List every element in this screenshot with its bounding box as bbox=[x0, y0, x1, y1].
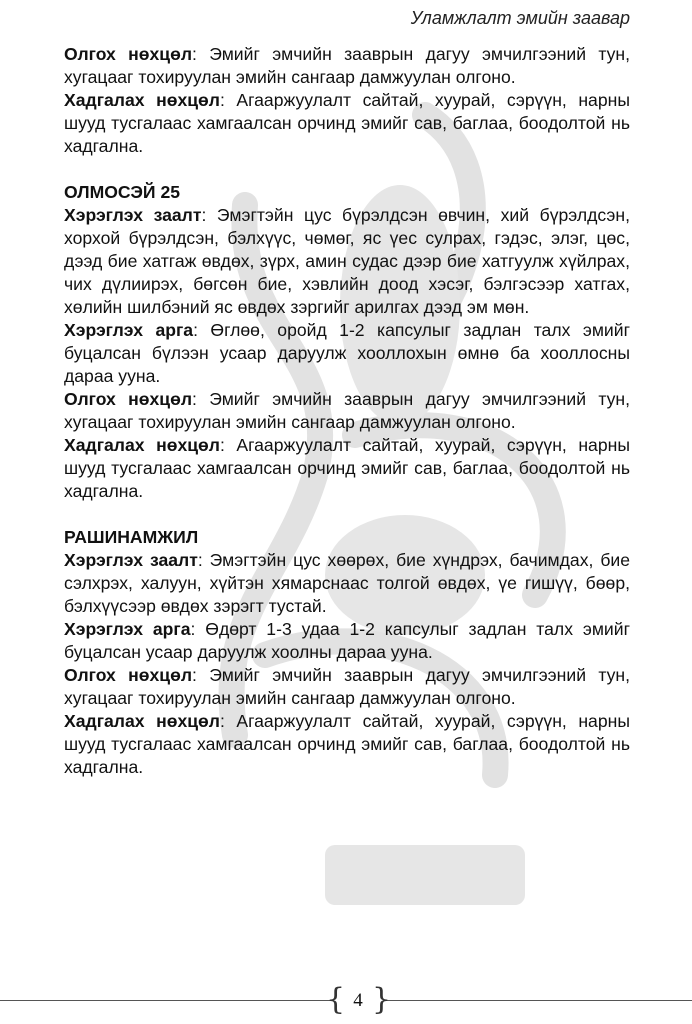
paragraph-label: Хэрэглэх арга bbox=[64, 320, 194, 340]
paragraph-text: : Эмийг эмчийн зааврын дагуу эмчилгээний тун, хугацааг тохируулан эмийн сангаар дамжуулан олгоно. bbox=[64, 665, 630, 708]
paragraph bbox=[64, 89, 630, 158]
paragraph bbox=[64, 388, 630, 434]
paragraph bbox=[64, 434, 630, 503]
paragraph-label: Хадгалах нөхцөл bbox=[64, 435, 220, 455]
right-brace-icon: } bbox=[372, 982, 392, 1017]
footer-rule-left bbox=[0, 1000, 330, 1001]
paragraph-label: Олгох нөхцөл bbox=[64, 665, 193, 685]
paragraph bbox=[64, 204, 630, 319]
paragraph-text: : Өдөрт 1-3 удаа 1-2 капсулыг задлан талх эмийг буцалсан усаар даруулж хоолны дараа ууна. bbox=[64, 619, 630, 662]
left-brace-icon: { bbox=[326, 982, 346, 1017]
paragraph-label: Хадгалах нөхцөл bbox=[64, 711, 220, 731]
paragraph bbox=[64, 549, 630, 618]
paragraph-text: : Эмэгтэйн цус бүрэлдсэн өвчин, хий бүрэлдсэн, хорхой бүрэлдсэн, бэлхүүс, чөмөг, яс үес сулрах, гэдэс, элэг, цөс, дээд бие хатгаж өвдөх, зүрх, амин судас дээр бие хатгуулж хүйлрах, чих дүлиирэх, бөгсөн бие, хэвлийн доод хэсэг, бэлгэсээр хатгах, хөлийн шилбэний яс өвдөх зэргийг арилгах дээд эм мөн. bbox=[64, 205, 630, 317]
paragraph-text: : Агааржуулалт сайтай, хуурай, сэрүүн, нарны шууд тусгалаас хамгаалсан орчинд эмийг сав, баглаа, боодолтой нь хадгална. bbox=[64, 711, 630, 777]
running-header: Уламжлалт эмийн заавар bbox=[410, 8, 630, 28]
section-title: РАШИНАМЖИЛ bbox=[64, 527, 199, 547]
section-title: ОЛМОСЭЙ 25 bbox=[64, 182, 181, 202]
paragraph-text: : Агааржуулалт сайтай, хуурай, сэрүүн, нарны шууд тусгалаас хамгаалсан орчинд эмийг сав, баглаа, боодолтой нь хадгална. bbox=[64, 90, 630, 156]
paragraph bbox=[64, 664, 630, 710]
paragraph-label: Хэрэглэх заалт bbox=[64, 205, 202, 225]
paragraph-label: Хэрэглэх арга bbox=[64, 619, 191, 639]
paragraph-text: : Агааржуулалт сайтай, хуурай, сэрүүн, нарны шууд тусгалаас хамгаалсан орчинд эмийг сав, баглаа, боодолтой нь хадгална. bbox=[64, 435, 630, 501]
paragraph bbox=[64, 43, 630, 89]
paragraph bbox=[64, 710, 630, 779]
paragraph bbox=[64, 618, 630, 664]
paragraph-label: Хэрэглэх заалт bbox=[64, 550, 198, 570]
paragraph-label: Олгох нөхцөл bbox=[64, 44, 193, 64]
document-body bbox=[64, 43, 630, 779]
paragraph-text: : Эмэгтэйн цус хөөрөх, бие хүндрэх, бачимдах, бие сэлхрэх, халуун, хүйтэн хямарснаас толгой өвдөх, үе гишүү, бөөр, бэлхүүсээр өвдөх зэрэгт тустай. bbox=[64, 550, 631, 616]
page-number: 4 bbox=[353, 990, 363, 1011]
footer-rule-right bbox=[384, 1000, 692, 1001]
paragraph-label: Олгох нөхцөл bbox=[64, 389, 193, 409]
paragraph-text: : Өглөө, оройд 1-2 капсулыг задлан талх эмийг буцалсан бүлээн усаар даруулж хооллохын өмнө ба хооллосны дараа ууна. bbox=[64, 320, 630, 386]
paragraph-text: : Эмийг эмчийн зааврын дагуу эмчилгээний тун, хугацааг тохируулан эмийн сангаар дамжуулан олгоно. bbox=[64, 44, 630, 87]
paragraph-label: Хадгалах нөхцөл bbox=[64, 90, 220, 110]
paragraph bbox=[64, 319, 630, 388]
paragraph-text: : Эмийг эмчийн зааврын дагуу эмчилгээний тун, хугацааг тохируулан эмийн сангаар дамжуулан олгоно. bbox=[64, 389, 630, 432]
